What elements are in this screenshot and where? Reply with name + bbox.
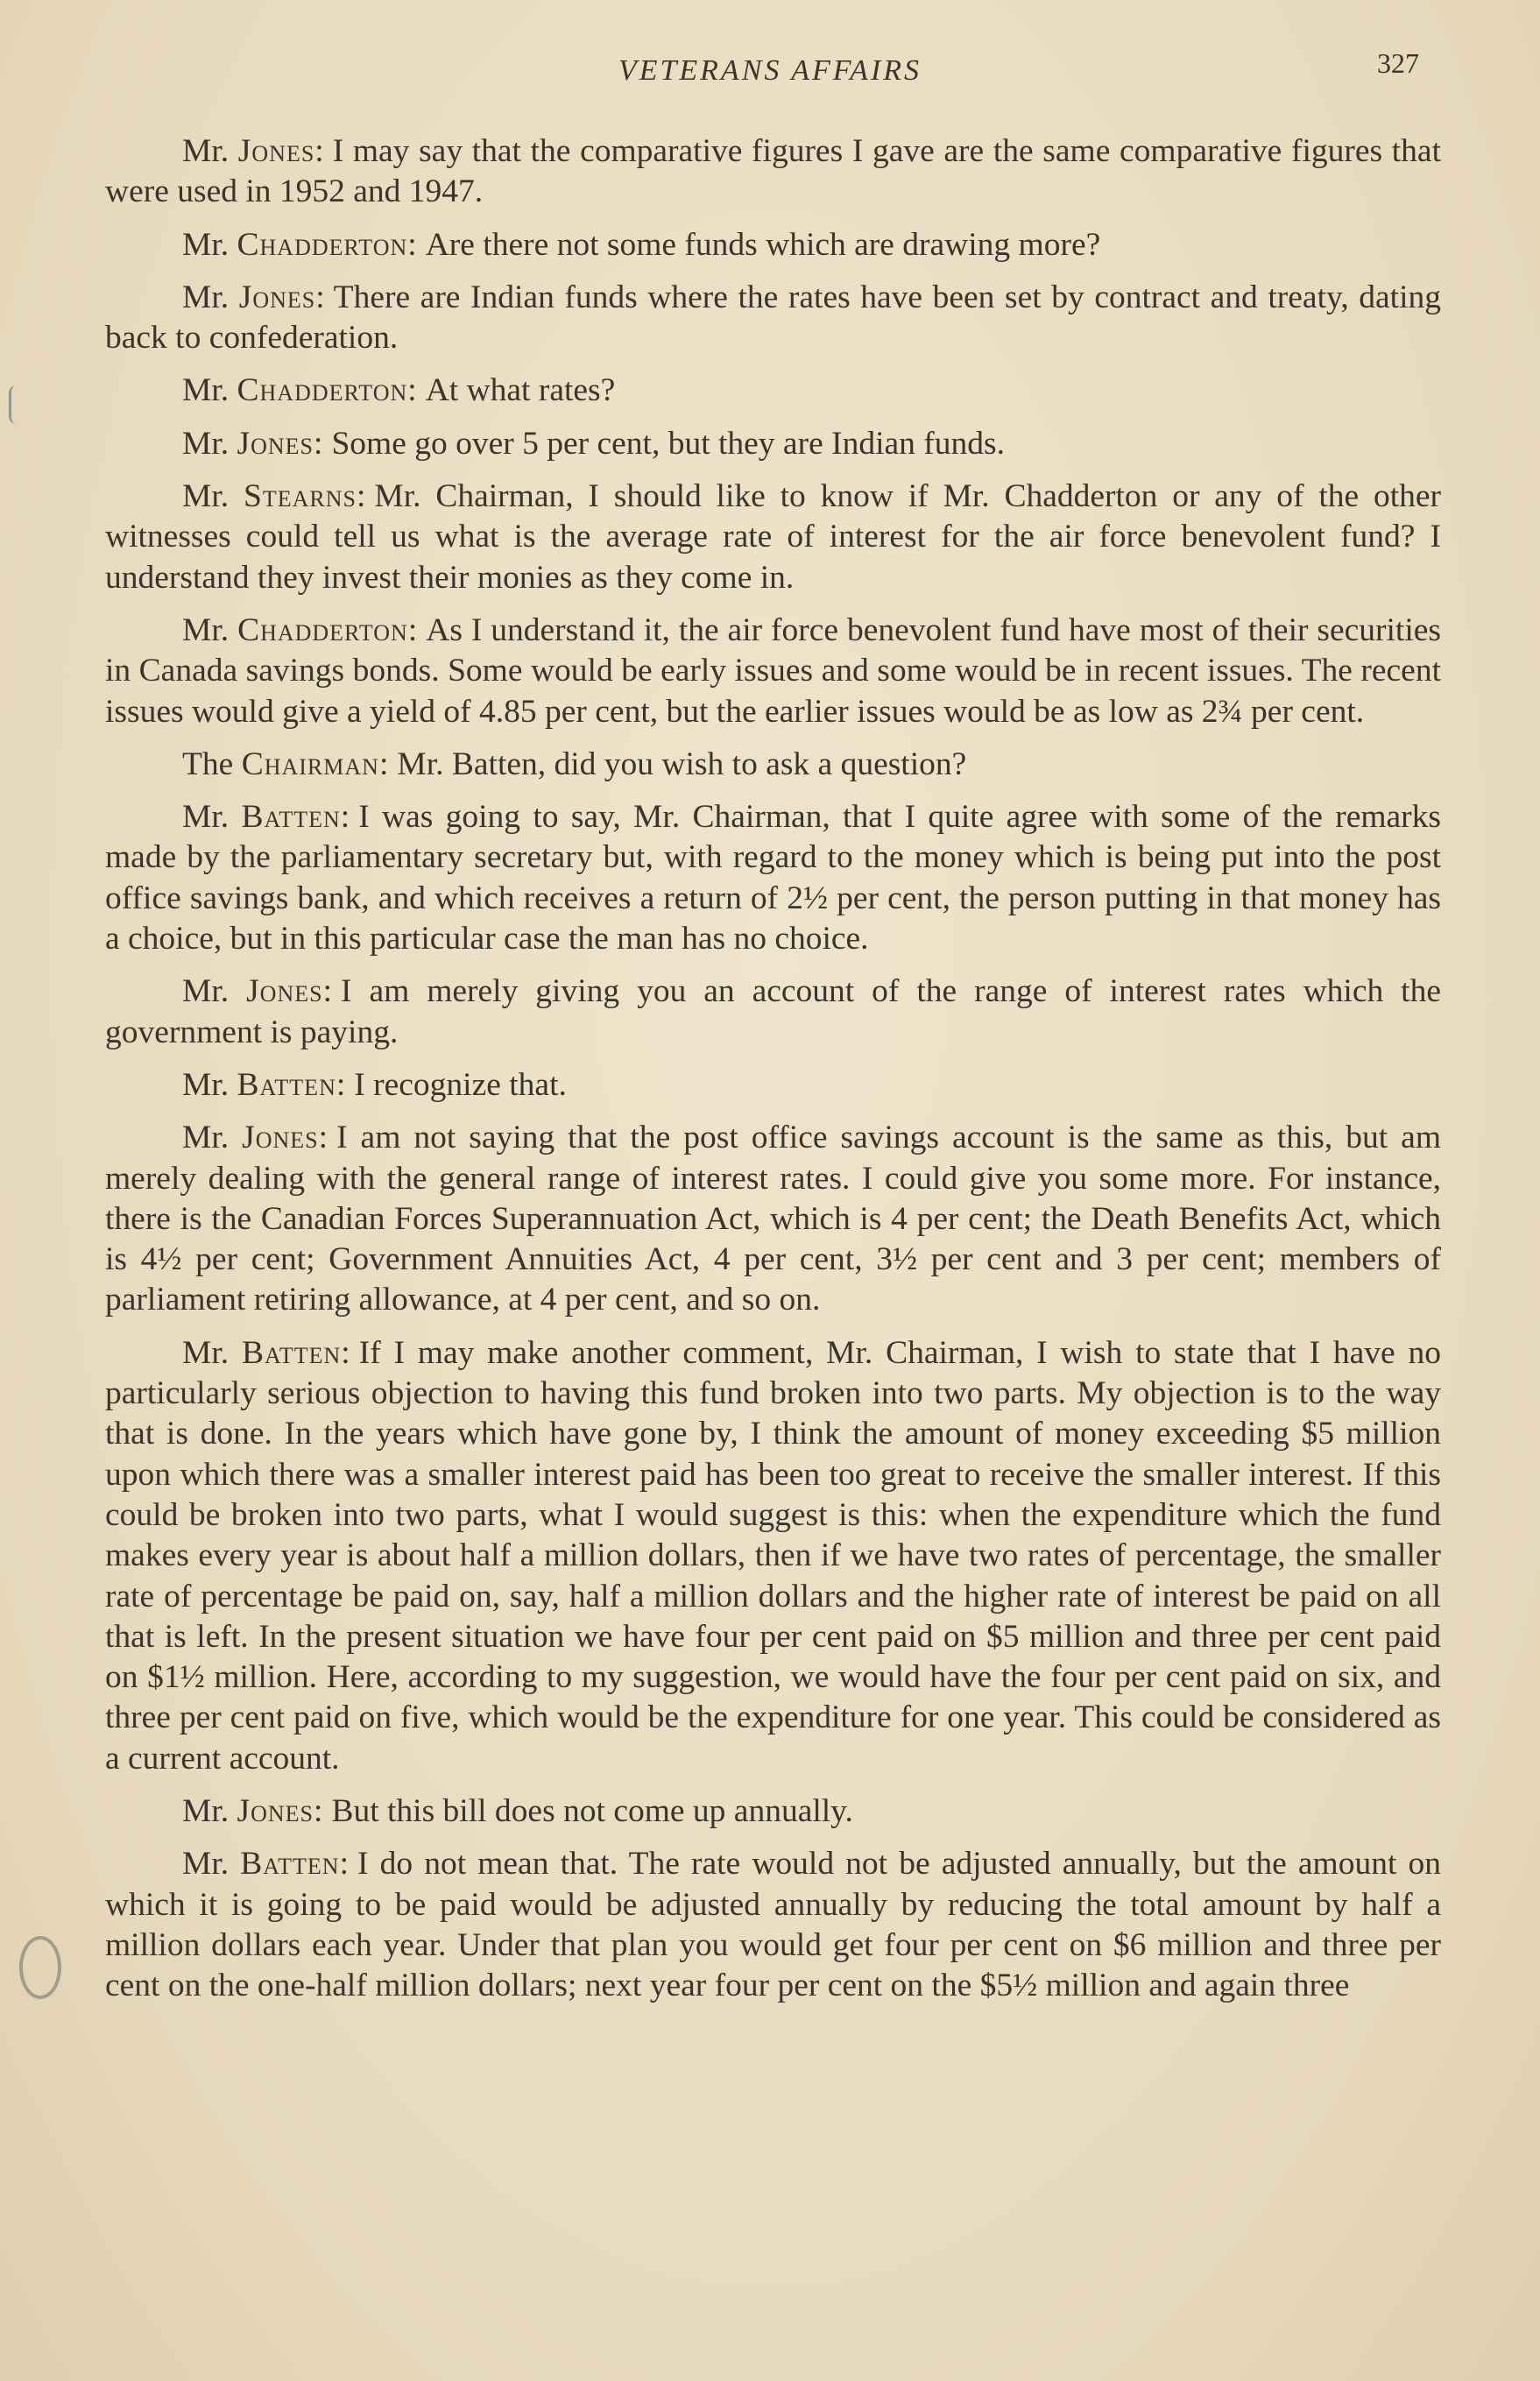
speech-text: I do not mean that. The rate would not be adjusted annually, but the amount on which it is going to be paid would be adjusted annually by reducing the total amount by half a million dollars each year. Under that plan you would get four per cent on $6 million and three per cent on the one-half million dollars; next year four per cent on the $5½ million and again three	[105, 1846, 1441, 2004]
speaker-title: The	[182, 745, 234, 782]
speaker-name: Jones	[237, 425, 314, 462]
transcript-paragraph	[105, 797, 1441, 959]
speaker-name: Batten	[240, 1846, 340, 1883]
speech-text: If I may make another comment, Mr. Chairman, I wish to state that I have no particularly serious objection to having this fund broken into two parts. My objection is to the way that is done. In the years which have gone by, I think the amount of money exceeding $5 million upon which there was a smaller interest paid has been too great to receive the smaller interest. If this could be broken into two parts, what I would suggest is this: when the expenditure which the fund makes every year is about half a million dollars, then if we have two rates of percentage, the smaller rate of percentage be paid on, say, half a million dollars and the higher rate of interest be paid on all that is left. In the present situation we have four per cent paid on $5 million and three per cent paid on $1½ million. Here, according to my suggestion, we would have the four per cent paid on six, and three per cent paid on five, which would be the expenditure for one year. This could be considered as a current account.	[105, 1334, 1442, 1777]
transcript-paragraph	[105, 611, 1441, 732]
binding-hole-mark	[19, 1936, 61, 1999]
speech-text: Mr. Batten, did you wish to ask a question?	[397, 745, 967, 782]
transcript-paragraph	[105, 1791, 1441, 1832]
transcript-paragraph	[105, 1118, 1441, 1320]
page-header	[0, 47, 1540, 107]
page-number: 327	[1377, 47, 1419, 79]
speaker-name: Jones	[238, 279, 316, 315]
speaker-title: Mr.	[182, 1334, 230, 1371]
speaker-title: Mr.	[182, 1846, 230, 1883]
transcript-body	[105, 131, 1441, 2018]
speech-text: But this bill does not come up annually.	[331, 1792, 853, 1829]
speaker-colon: :	[336, 1066, 346, 1103]
speech-text: At what rates?	[425, 372, 616, 409]
speaker-colon: :	[315, 279, 325, 315]
speaker-title: Mr.	[182, 973, 230, 1010]
speaker-title: Mr.	[182, 226, 230, 263]
speaker-colon: :	[314, 425, 323, 462]
speaker-name: Stearns	[243, 478, 357, 515]
transcript-paragraph	[105, 131, 1441, 213]
speaker-title: Mr.	[182, 611, 230, 648]
speaker-title: Mr.	[182, 279, 230, 315]
transcript-paragraph	[105, 225, 1441, 265]
speaker-colon: :	[339, 1846, 350, 1883]
speech-text: Are there not some funds which are drawing more?	[425, 226, 1101, 263]
transcript-paragraph	[105, 278, 1441, 359]
speech-text: I may say that the comparative figures I gave are the same comparative figures that were used in 1952 and 1947.	[105, 133, 1442, 210]
speaker-name: Chadderton	[237, 226, 408, 263]
speaker-title: Mr.	[182, 478, 230, 515]
speaker-name: Jones	[246, 973, 323, 1010]
speaker-colon: :	[407, 226, 417, 263]
speaker-name: Batten	[241, 799, 341, 836]
speech-text: There are Indian funds where the rates have been set by contract and treaty, dating back to confederation.	[105, 279, 1442, 357]
speaker-colon: :	[341, 1334, 350, 1371]
transcript-paragraph	[105, 1844, 1441, 2006]
speaker-name: Jones	[237, 1792, 314, 1829]
speaker-title: Mr.	[182, 1120, 230, 1156]
transcript-paragraph	[105, 371, 1441, 411]
speaker-colon: :	[378, 745, 389, 782]
speaker-title: Mr.	[182, 133, 230, 169]
speaker-colon: :	[318, 1120, 328, 1156]
speaker-colon: :	[314, 133, 324, 169]
transcript-paragraph	[105, 1065, 1441, 1106]
speech-text: I recognize that.	[354, 1066, 567, 1103]
speaker-name: Chadderton	[237, 372, 408, 409]
speech-text: I was going to say, Mr. Chairman, that I quite agree with some of the remarks made by the parliamentary secretary but, with regard to the money which is being put into the post office savings bank, and which receives a return of 2½ per cent, the person putting in that money has a choice, but in this particular case the man has no choice.	[105, 799, 1442, 957]
speaker-colon: :	[356, 478, 366, 515]
speaker-colon: :	[314, 1792, 323, 1829]
running-head: VETERANS AFFAIRS	[618, 54, 922, 87]
speaker-title: Mr.	[182, 799, 230, 836]
transcript-paragraph	[105, 1333, 1441, 1779]
margin-mark	[9, 385, 24, 424]
speaker-name: Chadderton	[237, 611, 408, 648]
speech-text: I am merely giving you an account of the range of interest rates which the government is paying.	[105, 973, 1442, 1050]
speech-text: As I understand it, the air force benevolent fund have most of their securities in Canada savings bonds. Some would be early issues and some would be in recent issues. The recent issues would give a yield of 4.85 per cent, but the earlier issues would be as low as 2¾ per cent.	[105, 611, 1442, 730]
speaker-name: Jones	[242, 1120, 319, 1156]
transcript-paragraph	[105, 745, 1441, 785]
speaker-name: Chairman	[241, 745, 379, 782]
speaker-colon: :	[322, 973, 333, 1010]
speaker-title: Mr.	[182, 425, 230, 462]
speech-text: Some go over 5 per cent, but they are Indian funds.	[331, 425, 1005, 462]
speaker-name: Batten	[237, 1066, 336, 1103]
transcript-paragraph	[105, 424, 1441, 464]
transcript-paragraph	[105, 477, 1441, 598]
speaker-colon: :	[340, 799, 350, 836]
speech-text: I am not saying that the post office savings account is the same as this, but am merely dealing with the general range of interest rates. I could give you some more. For instance, there is the Canadian Forces Superannuation Act, which is 4 per cent; the Death Benefits Act, which is 4½ per cent; Government Annuities Act, 4 per cent, 3½ per cent and 3 per cent; members of parliament retiring allowance, at 4 per cent, and so on.	[105, 1120, 1441, 1318]
speaker-colon: :	[407, 611, 418, 648]
speaker-name: Batten	[241, 1334, 342, 1371]
speaker-colon: :	[407, 372, 417, 409]
speech-text: Mr. Chairman, I should like to know if Mr. Chadderton or any of the other witnesses could tell us what is the average rate of interest for the air force benevolent fund? I understand they invest their monies as they come in.	[105, 478, 1442, 596]
speaker-title: Mr.	[182, 1066, 230, 1103]
speaker-name: Jones	[237, 133, 315, 169]
transcript-paragraph	[105, 971, 1441, 1053]
speaker-title: Mr.	[182, 372, 230, 409]
speaker-title: Mr.	[182, 1792, 230, 1829]
